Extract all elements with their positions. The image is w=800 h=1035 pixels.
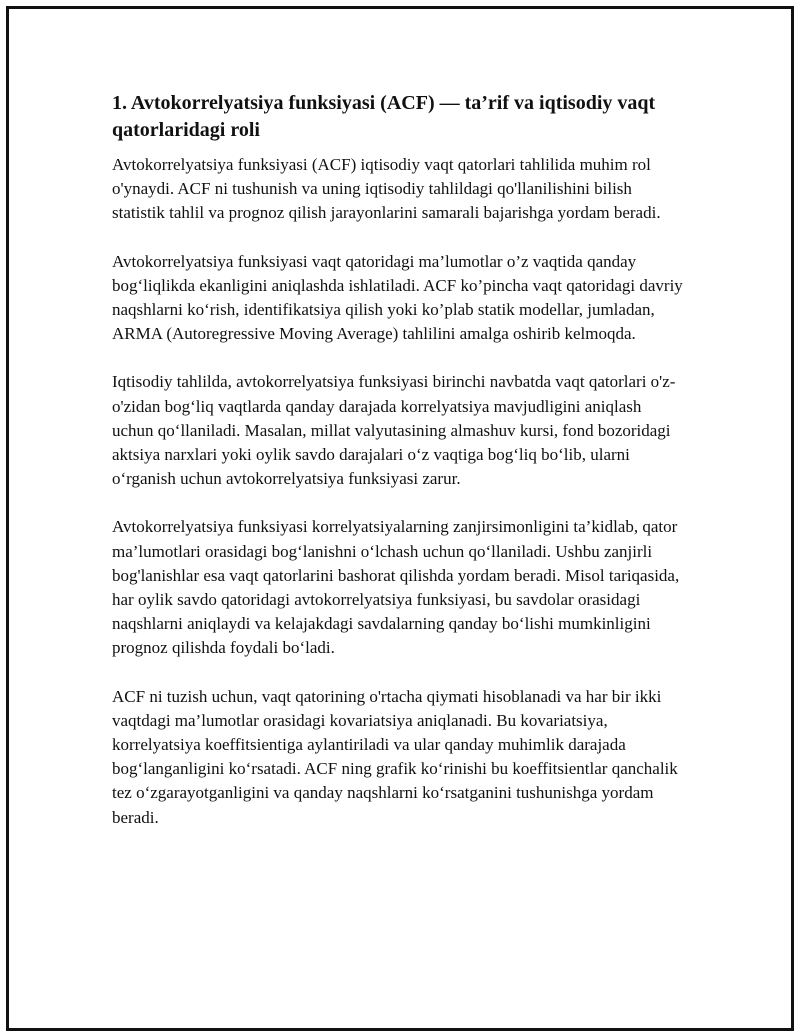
- paragraph-4: Avtokorrelyatsiya funksiyasi korrelyatsiyalarning zanjirsimonligini ta’kidlab, qator ma’lumotlari orasidagi bog‘lanishni o‘lchash uchun qo‘llaniladi. Ushbu zanjirli bog'lanishlar esa vaqt qatorlarini bashorat qilishda yordam beradi. Misol tariqasida, har oylik savdo qatoridagi avtokorrelyatsiya funksiyasi, bu savdolar orasidagi naqshlarni aniqlaydi va kelajakdagi savdalarning qanday bo‘lishi mumkinligini prognoz qilishda foydali bo‘ladi.: [112, 517, 680, 658]
- paragraph-3: Iqtisodiy tahlilda, avtokorrelyatsiya funksiyasi birinchi navbatda vaqt qatorlari o'z-o'zidan bog‘liq vaqtlarda qanday darajada korrelyatsiya mavjudligini aniqlash uchun qo‘llaniladi. Masalan, millat valyutasining almashuv kursi, fond bozoridagi aktsiya narxlari yoki oylik savdo darajalari o‘z vaqtiga bog‘liq bo‘lib, ularni o‘rganish uchun avtokorrelyatsiya funksiyasi zarur.: [112, 372, 676, 489]
- section-heading: 1. Avtokorrelyatsiya funksiyasi (ACF) — ta’rif va iqtisodiy vaqt qatorlaridagi roli: [112, 92, 656, 141]
- paragraph-5: ACF ni tuzish uchun, vaqt qatorining o'rtacha qiymati hisoblanadi va har bir ikki vaqtdagi ma’lumotlar orasidagi kovariatsiya aniqlanadi. Bu kovariatsiya, korrelyatsiya koeffitsientiga aylantiriladi va ular qanday muhimlik darajada bog‘langanligini ko‘rsatadi. ACF ning grafik ko‘rinishi bu koeffitsientlar qanchalik tez o‘zgarayotganligini va qanday naqshlarni ko‘rsatganini tushunishga yordam beradi.: [112, 686, 678, 827]
- paragraph-1: Avtokorrelyatsiya funksiyasi (ACF) iqtisodiy vaqt qatorlari tahlilida muhim rol o'ynaydi. ACF ni tushunish va uning iqtisodiy tahlildagi qo'llanilishini bilish statistik tahlil va prognoz qilish jarayonlarini samarali bajarishga yordam beradi.: [112, 155, 661, 223]
- paragraph-2: Avtokorrelyatsiya funksiyasi vaqt qatoridagi ma’lumotlar o’z vaqtida qanday bog‘liqlikda ekanligini aniqlashda ishlatiladi. ACF ko’pincha vaqt qatoridagi davriy naqshlarni ko‘rish, identifikatsiya qilish yoki ko’plab statik modellar, jumladan, ARMA (Autoregressive Moving Average) tahlilini amalga oshirib kelmoqda.: [112, 251, 683, 344]
- document-body: [112, 90, 687, 854]
